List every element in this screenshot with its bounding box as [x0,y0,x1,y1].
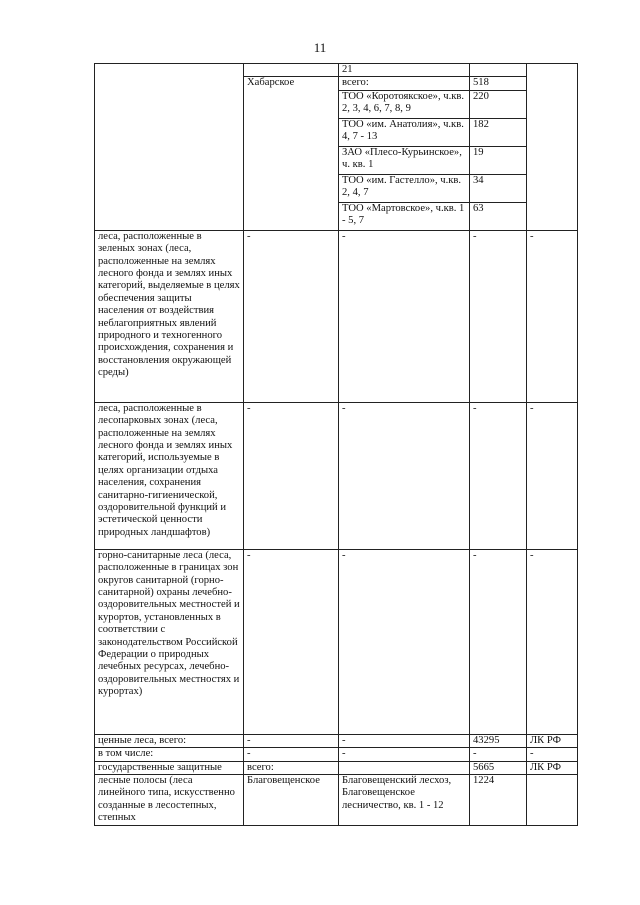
table-cell-basis: - [527,549,578,734]
table-cell-area: 1224 [470,775,527,826]
table-cell-area: - [470,748,527,761]
table-cell-category: государственные защитные [95,761,244,774]
table-cell-area: 5665 [470,761,527,774]
table-cell-basis [527,64,578,231]
table-cell-basis: - [527,402,578,549]
table-cell-location [339,761,470,774]
table-cell-basis: ЛК РФ [527,761,578,774]
table-cell-location: 21 [339,64,470,77]
table-cell-category: леса, расположенные в лесопарковых зонах (леса, расположенные на землях лесного фонда и землях иных категорий, используемые в целях организации отдыха населения, сохранения санитарно-гигиенической, оздоровительной функций и эстетической ценности природных ландшафтов) [95,402,244,549]
table-cell-area: 34 [470,174,527,202]
table-row [95,230,578,402]
table-cell-category: лесные полосы (леса линейного типа, искусственно созданные в лесостепных, степных [95,775,244,826]
table-cell-area: - [470,549,527,734]
table-cell-location: ТОО «им. Анатолия», ч.кв. 4, 7 - 13 [339,118,470,146]
table-row [95,761,578,774]
table-cell-district: - [244,734,339,747]
forest-table [94,63,578,826]
table-cell-location: - [339,748,470,761]
table-row [95,549,578,734]
table-cell-location: - [339,402,470,549]
table-cell-area [470,64,527,77]
table-cell-area: 182 [470,118,527,146]
table-row [95,734,578,747]
table-row [95,748,578,761]
page-number: 11 [313,40,327,55]
table-cell-location: - [339,734,470,747]
table-cell-basis: - [527,230,578,402]
table-row [95,775,578,826]
table-cell-location: ТОО «Коротоякское», ч.кв. 2, 3, 4, 6, 7, 8, 9 [339,90,470,118]
table-cell-district: Хабарское [244,77,339,230]
table-cell-location: ТОО «им. Гастелло», ч.кв. 2, 4, 7 [339,174,470,202]
table-cell-district: - [244,402,339,549]
table-cell-location: - [339,549,470,734]
table-cell-area: 518 [470,77,527,90]
table-cell-location: ТОО «Мартовское», ч.кв. 1 - 5, 7 [339,202,470,230]
table-cell-location: ЗАО «Плесо-Курьинское», ч. кв. 1 [339,146,470,174]
table-cell-basis [527,775,578,826]
table-cell-district [244,64,339,77]
table-cell-category: в том числе: [95,748,244,761]
table-row [95,64,578,77]
table-cell-category: горно-санитарные леса (леса, расположенные в границах зон округов санитарной (горно-санитарной) охраны лечебно-оздоровительных местностей и курортов, установленных в соответствии с законодательством Российской Федерации о природных лечебных ресурсах, лечебно-оздоровительных местностях и курортах) [95,549,244,734]
table-cell-category: ценные леса, всего: [95,734,244,747]
table-row [95,402,578,549]
table-cell-district: - [244,748,339,761]
table-cell-category: леса, расположенные в зеленых зонах (леса, расположенные на землях лесного фонда и землях иных категорий, выделяемые в целях обеспечения защиты населения от воздействия неблагоприятных явлений природного и техногенного происхождения, сохранения и восстановления окружающей среды) [95,230,244,402]
table-cell-area: 19 [470,146,527,174]
table-cell-area: 63 [470,202,527,230]
table-cell-district: Благовещенское [244,775,339,826]
table-cell-district: - [244,230,339,402]
table-cell-basis: ЛК РФ [527,734,578,747]
table-cell-district: - [244,549,339,734]
table-cell-area: 220 [470,90,527,118]
table-cell-location: всего: [339,77,470,90]
table-cell-district: всего: [244,761,339,774]
table-cell-location: Благовещенский лесхоз, Благовещенское лесничество, кв. 1 - 12 [339,775,470,826]
table-cell-category [95,64,244,231]
table-cell-area: 43295 [470,734,527,747]
table-cell-basis: - [527,748,578,761]
table-cell-area: - [470,402,527,549]
table-cell-location: - [339,230,470,402]
table-cell-area: - [470,230,527,402]
